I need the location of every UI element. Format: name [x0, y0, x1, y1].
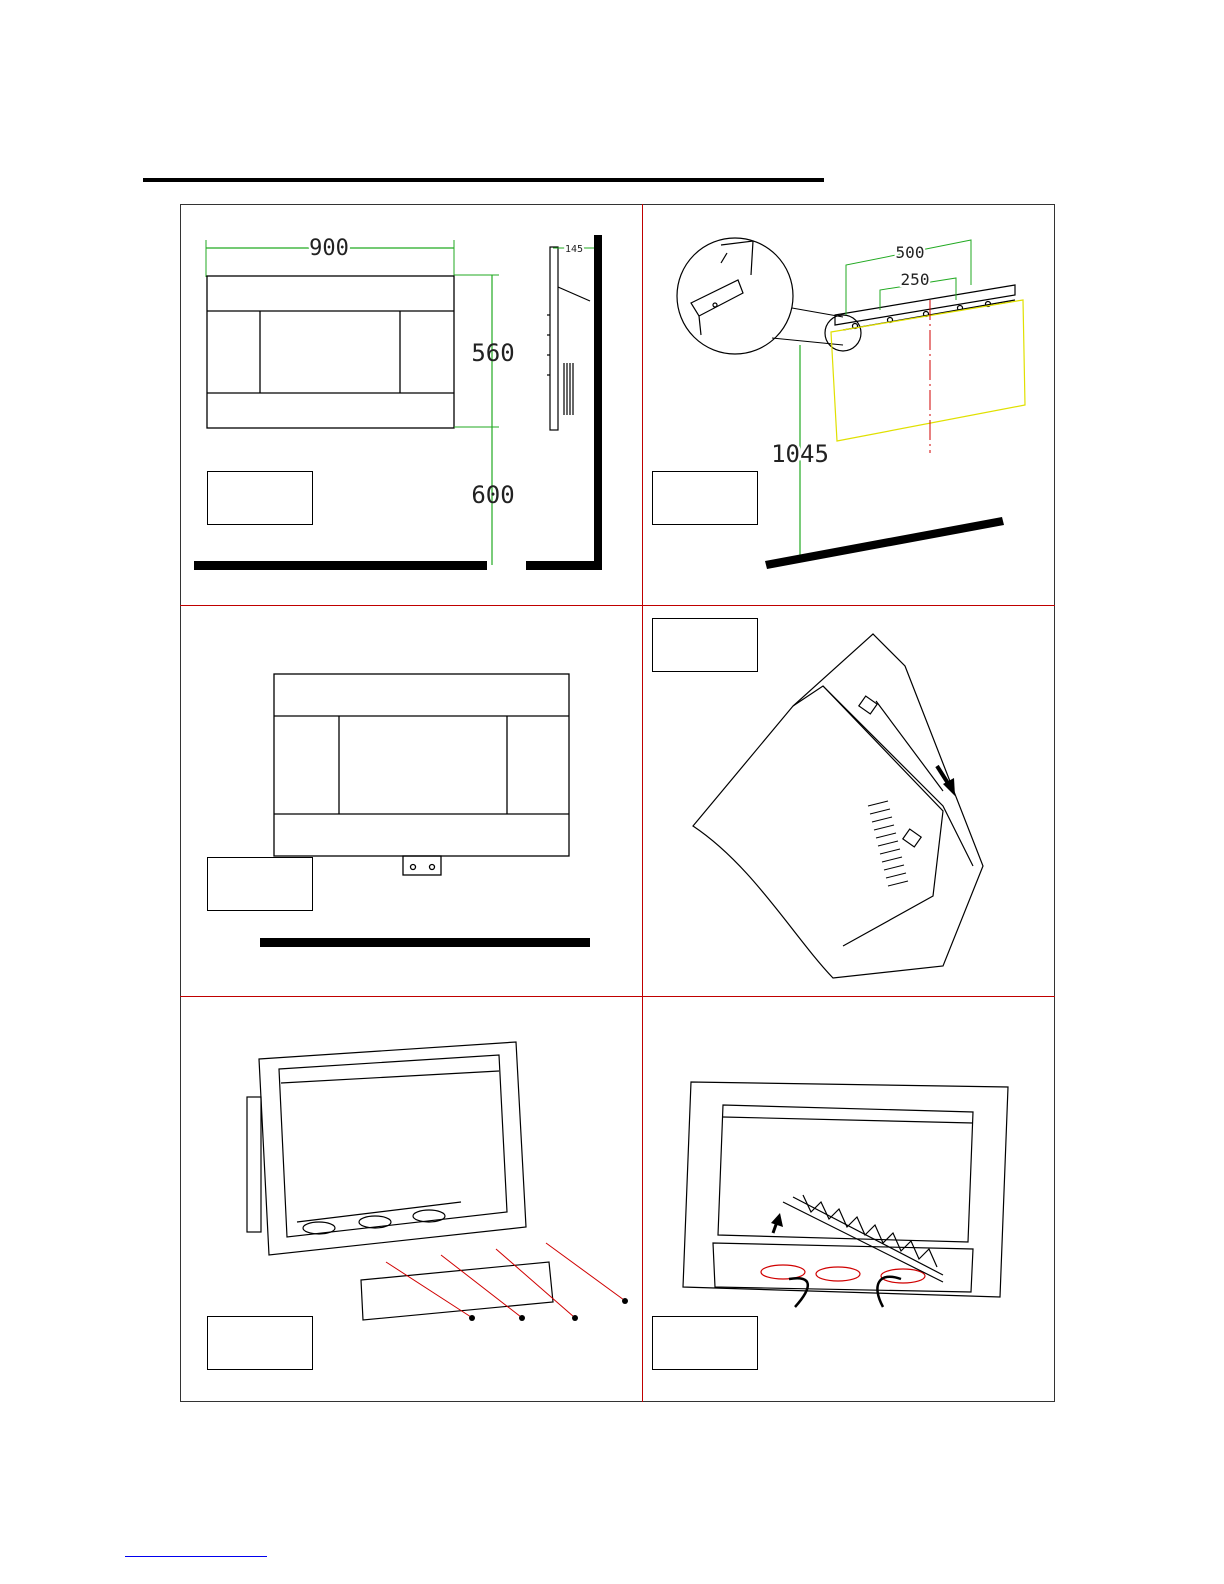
screw-guides [386, 1243, 624, 1317]
outer-spacing-label: 500 [895, 243, 925, 262]
step-label-box-5 [207, 1316, 313, 1370]
wall-bar [594, 235, 602, 570]
floor-bar-3 [260, 938, 590, 947]
mount-height-label: 1045 [771, 440, 829, 468]
fireplace-rear-open [247, 1042, 553, 1320]
fireplace-perspective [693, 634, 983, 978]
vent-slots [868, 801, 908, 886]
step-label-box-6 [652, 1316, 758, 1370]
step-label-box-1 [207, 471, 313, 525]
screws [469, 1298, 628, 1321]
wall-bracket [825, 285, 1015, 351]
footer-link-underline[interactable] [125, 1556, 267, 1557]
panel-placement [181, 606, 641, 995]
step-label-box-2 [652, 471, 758, 525]
depth-label: 145 [564, 244, 584, 255]
floor-clearance-label: 600 [471, 481, 515, 509]
height-label: 560 [471, 339, 515, 367]
title-rule [143, 178, 824, 182]
fireplace-front-view [207, 276, 454, 428]
bracket-detail-circle [677, 238, 793, 354]
fireplace-front-view-large [274, 674, 569, 875]
fireplace-side-view [547, 247, 590, 430]
panel-dimensions [181, 205, 641, 604]
fireplace-open-front [683, 1082, 1008, 1297]
rotate-arrow-icon [789, 1278, 808, 1307]
floor-bar-side [526, 561, 602, 570]
width-label: 900 [309, 236, 349, 261]
step-label-box-4 [652, 618, 758, 672]
floor-bar [194, 561, 487, 570]
step-label-box-3 [207, 857, 313, 911]
floor-bar-angled [765, 517, 1004, 569]
inner-spacing-label: 250 [900, 270, 930, 289]
panel-bracket-mounting [643, 205, 1054, 604]
